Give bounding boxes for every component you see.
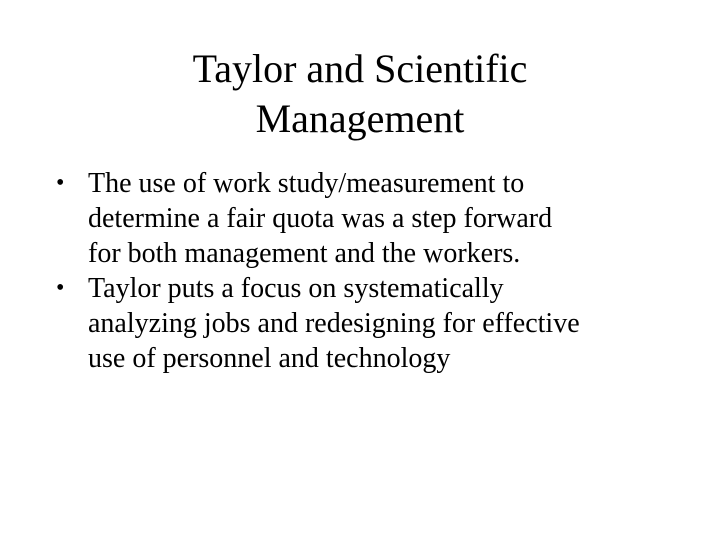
- slide-title: [60, 44, 660, 144]
- bullet-item: [50, 166, 690, 271]
- bullet-icon: •: [56, 275, 65, 301]
- bullet-text-line: determine a fair quota was a step forward: [88, 203, 553, 234]
- bullet-text-line: for both management and the workers.: [88, 238, 521, 269]
- bullet-text-line: Taylor puts a focus on systematically: [88, 273, 504, 304]
- title-line: Taylor and Scientific: [192, 46, 528, 91]
- title-line: Management: [255, 96, 465, 141]
- bullet-text-line: use of personnel and technology: [88, 343, 451, 374]
- bullet-item: [50, 271, 690, 376]
- bullet-text-line: The use of work study/measurement to: [88, 168, 525, 199]
- bullet-icon: •: [56, 170, 65, 196]
- bullet-list: [50, 166, 690, 376]
- bullet-text-line: analyzing jobs and redesigning for effective: [88, 308, 580, 339]
